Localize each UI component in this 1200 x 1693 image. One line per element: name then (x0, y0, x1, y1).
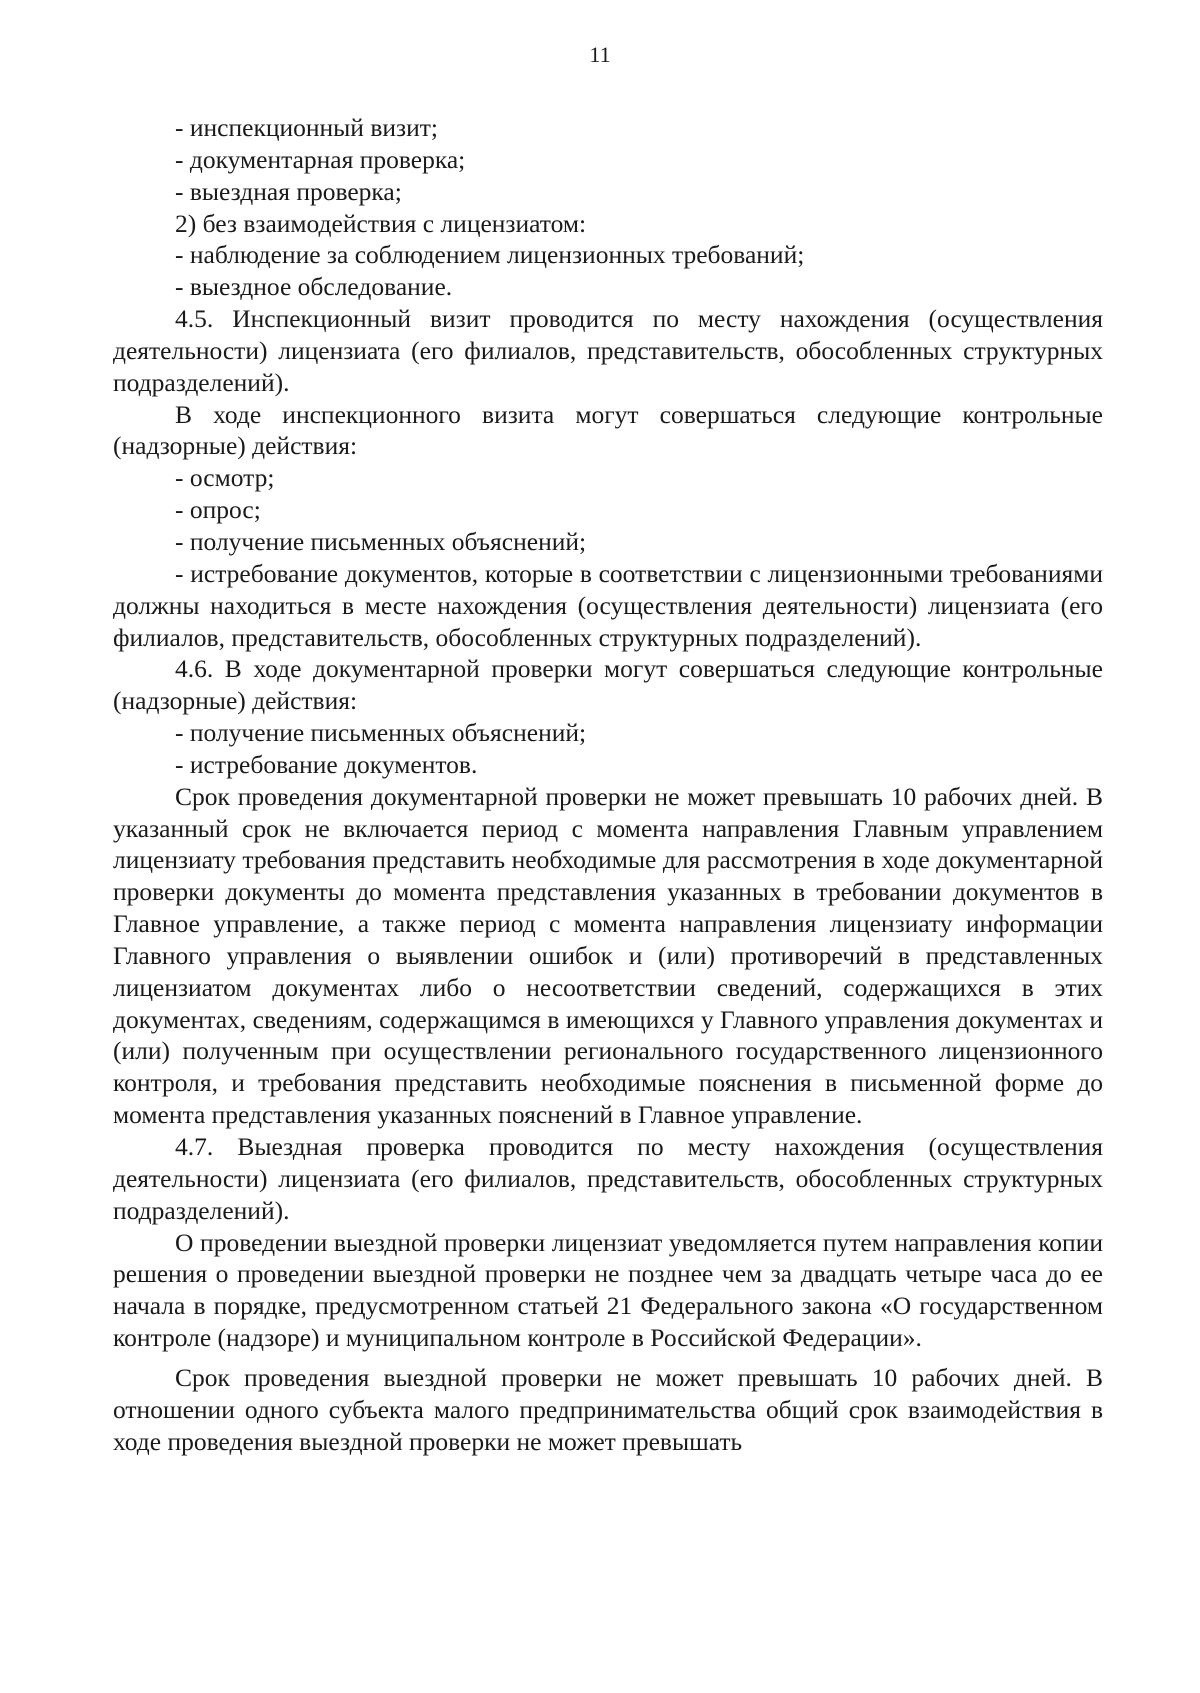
paragraph-4-6: 4.6. В ходе документарной проверки могут совершаться следующие контрольные (надзорные) действия: (113, 654, 1103, 716)
list-item-observation: - наблюдение за соблюдением лицензионных требований; (175, 240, 805, 270)
list-item-inspection-visit: - инспекционный визит; (175, 113, 438, 142)
document-body (113, 112, 1103, 1457)
paragraph-document-request: - истребование документов, которые в соответствии с лицензионными требованиями должны находиться в месте нахождения (осуществления деятельности) лицензиата (его филиалов, представительств, обособленных структурных подразделений). (113, 558, 1103, 652)
list-item-field-survey: - выездное обследование. (175, 272, 453, 302)
list-item-without-interaction: 2) без взаимодействия с лицензиатом: (175, 208, 587, 238)
paragraph-inspection-actions: В ходе инспекционного визита могут совершаться следующие контрольные (надзорные) действия: (113, 399, 1103, 461)
page-number: 11 (589, 42, 611, 67)
list-item-documentary-check: - документарная проверка; (175, 144, 466, 174)
paragraph-4-5: 4.5. Инспекционный визит проводится по месту нахождения (осуществления деятельности) лицензиата (его филиалов, представительств, обособленных структурных подразделений). (113, 304, 1103, 397)
list-item-inspection: - осмотр; (175, 463, 275, 493)
paragraph-4-7: 4.7. Выездная проверка проводится по месту нахождения (осуществления деятельности) лицензиата (его филиалов, представительств, обособленных структурных подразделений). (113, 1132, 1103, 1225)
list-item-field-check: - выездная проверка; (175, 176, 402, 206)
paragraph-documentary-term: Срок проведения документарной проверки не может превышать 10 рабочих дней. В указанный срок не включается период с момента направления Главным управлением лицензиату требования представить необходимые для рассмотрения в ходе документарной проверки документы до момента представления указанных в требовании документов в Главное управление, а также период с момента направления лицензиату информации Главного управления о выявлении ошибок и (или) противоречий в представленных лицензиатом документах либо о несоответствии сведений, содержащихся в этих документах, сведениям, содержащимся в имеющихся у Главного управления документах и (или) полученным при осуществлении регионального государственного лицензионного контроля, и требования представить необходимые пояснения в письменной форме до момента представления указанных пояснений в Главное управление. (113, 781, 1103, 1130)
list-item-survey: - опрос; (175, 495, 261, 525)
list-item-document-request: - истребование документов. (175, 749, 478, 779)
list-item-written-explanations: - получение письменных объяснений; (175, 526, 587, 556)
paragraph-field-term: Срок проведения выездной проверки не может превышать 10 рабочих дней. В отношении одного субъекта малого предпринимательства общий срок взаимодействия в ходе проведения выездной проверки не может превышать (113, 1362, 1103, 1456)
paragraph-notification: О проведении выездной проверки лицензиат уведомляется путем направления копии решения о проведении выездной проверки не позднее чем за двадцать четыре часа до ее начала в порядке, предусмотренном статьей 21 Федерального закона «О государственном контроле (надзоре) и муниципальном контроле в Российской Федерации». (113, 1227, 1103, 1353)
list-item-written-explanations-2: - получение письменных объяснений; (175, 718, 587, 748)
